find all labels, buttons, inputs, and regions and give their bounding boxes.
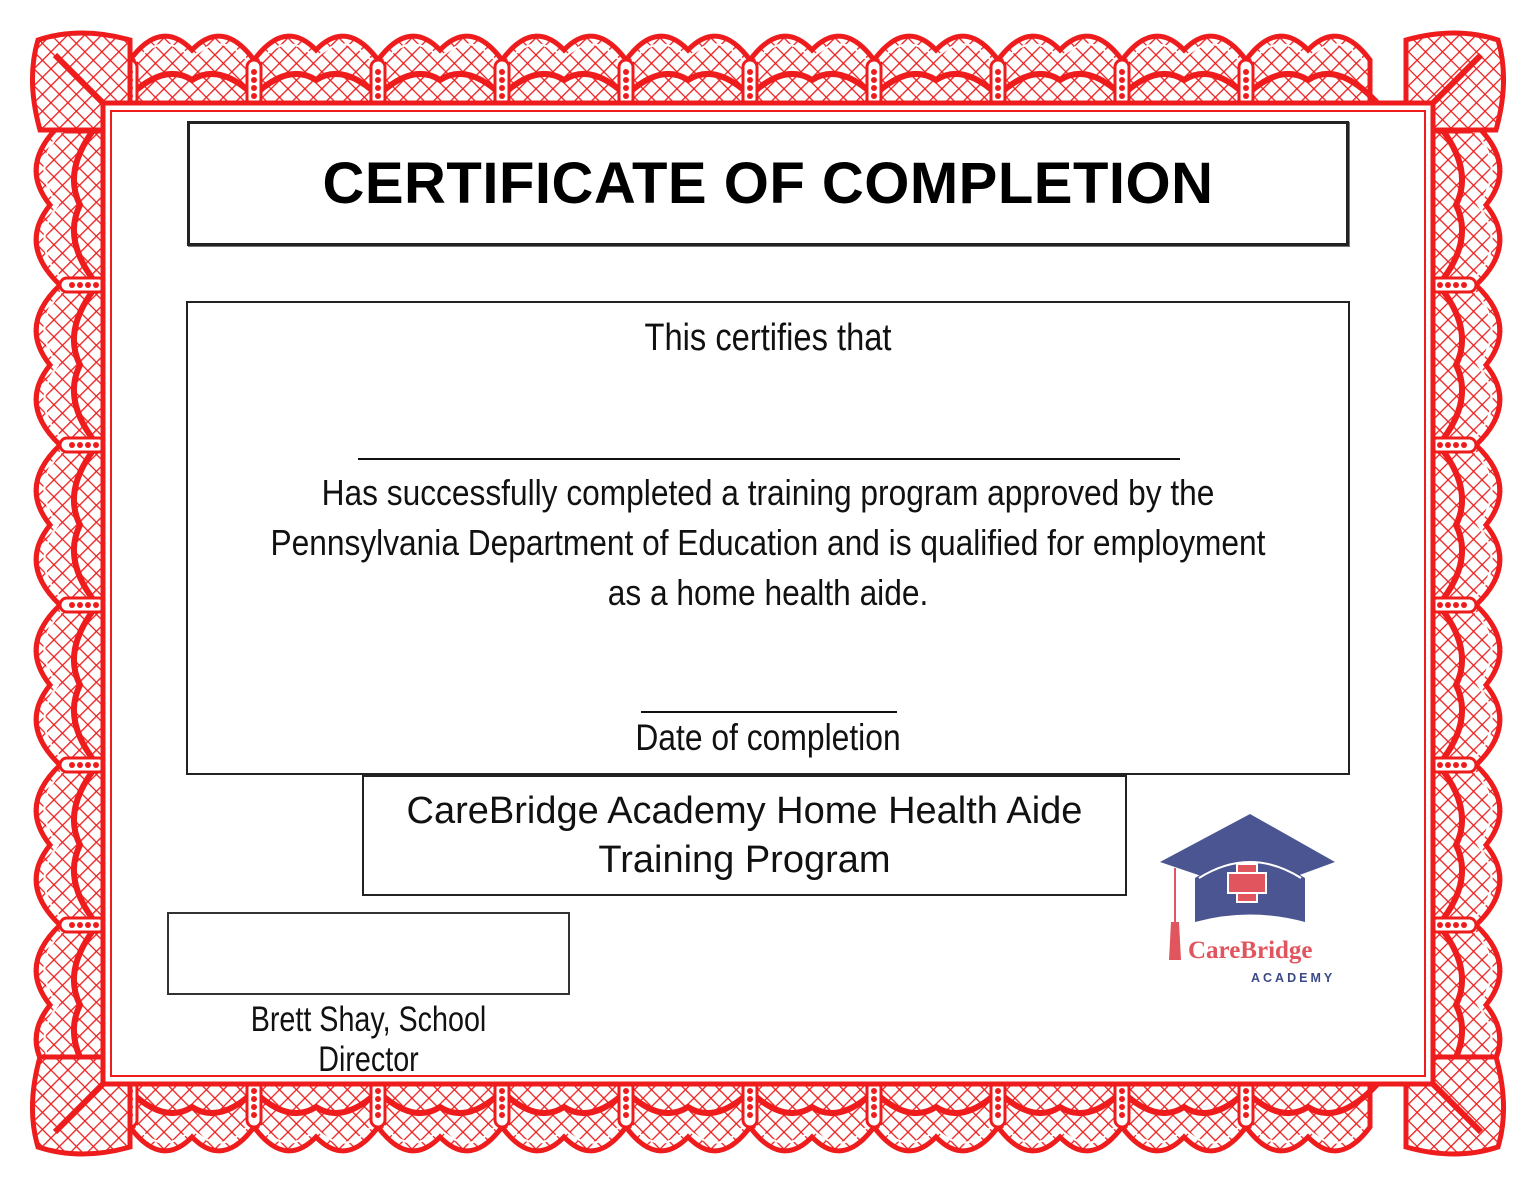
logo-wordmark: CareBridge (1188, 937, 1313, 964)
intro-text: This certifies that (644, 317, 892, 359)
certificate-body (186, 301, 1350, 775)
program-name (407, 787, 1083, 885)
completion-date-line[interactable] (641, 711, 897, 713)
logo-subtitle: ACADEMY (1251, 971, 1336, 985)
statement-text: Has successfully completed a training program approved by the Pennsylvania Department of Education and is qualified for employment as a home health aide. (270, 472, 1266, 613)
program-line-1: CareBridge Academy Home Health Aide (406, 789, 1083, 832)
recipient-name-line[interactable] (358, 458, 1180, 460)
signature-field[interactable] (167, 912, 570, 995)
program-box (362, 775, 1127, 896)
signatory-label: Brett Shay, School Director (250, 1000, 487, 1079)
date-label: Date of completion (635, 717, 901, 758)
graduation-cap-medical-cross-icon (1155, 812, 1340, 992)
certificate-title: CERTIFICATE OF COMPLETION (322, 151, 1214, 216)
program-line-2: Training Program (598, 838, 891, 881)
title-box (187, 121, 1349, 246)
